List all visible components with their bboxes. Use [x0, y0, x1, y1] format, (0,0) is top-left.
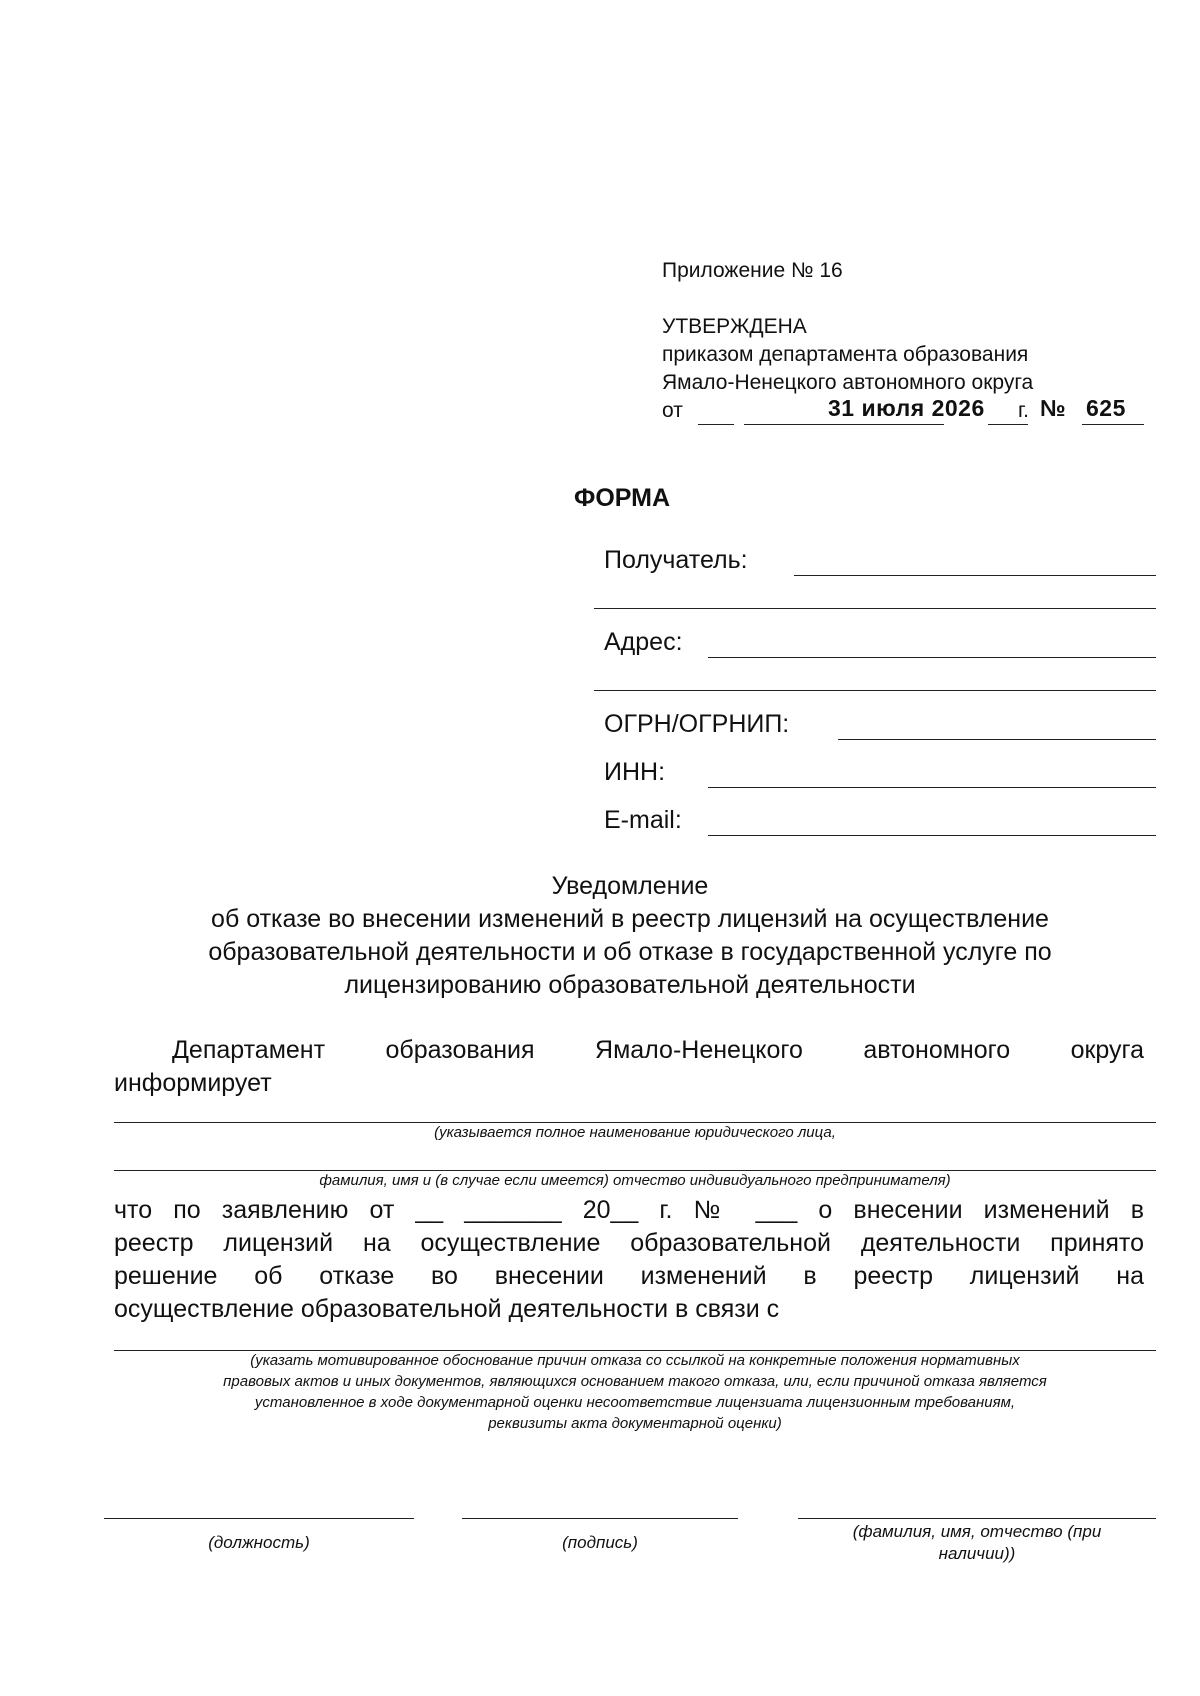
reason-line: [114, 1350, 1156, 1351]
notice-subtitle-1: об отказе во внесении изменений в реестр лицензий на осуществление: [211, 905, 1049, 933]
reason-note-2: правовых актов и иных документов, являющихся основанием такого отказа, или, если причиной отказа является: [223, 1373, 1047, 1390]
ogrn-label: ОГРН/ОГРНИП:: [604, 710, 790, 738]
name-note-2: фамилия, имя и (в случае если имеется) отчество индивидуального предпринимателя): [319, 1172, 951, 1189]
email-label: E-mail:: [604, 806, 682, 834]
word-education: образования: [385, 1036, 535, 1064]
number-line: [1082, 424, 1144, 425]
paragraph-2-line-3: решение об отказе во внесении изменений в реестр лицензий на: [114, 1262, 1144, 1290]
paragraph-2-line-4: осуществление образовательной деятельности в связи с: [114, 1295, 780, 1323]
date-year-line: [988, 424, 1028, 425]
position-caption: (должность): [208, 1533, 310, 1552]
form-label: ФОРМА: [574, 484, 671, 512]
notice-subtitle-3: лицензированию образовательной деятельности: [344, 971, 916, 999]
date-month-line: [744, 424, 944, 425]
address-label: Адрес:: [604, 628, 683, 656]
address-line: [708, 657, 1156, 658]
inn-label: ИНН:: [604, 758, 666, 786]
ogrn-line: [838, 739, 1156, 740]
date-day-line: [698, 424, 734, 425]
fullname-caption-2: наличии)): [938, 1544, 1016, 1563]
signature-line: [462, 1518, 738, 1519]
word-yamal: Ямало-Ненецкого: [595, 1036, 803, 1064]
paragraph-2-line-2: реестр лицензий на осуществление образовательной деятельности принято: [114, 1229, 1144, 1257]
date-filled: 31 июля 2026: [828, 395, 985, 421]
recipient-line-2: [594, 608, 1156, 609]
fullname-line: [798, 1518, 1156, 1519]
name-line: [114, 1122, 1156, 1123]
reason-note-3: установленное в ходе документарной оценки несоответствие лицензиата лицензионным требованиям,: [254, 1394, 1016, 1411]
number-sign: №: [1040, 395, 1067, 421]
fullname-caption-1: (фамилия, имя, отчество (при: [852, 1522, 1102, 1541]
word-okrug: округа: [1070, 1036, 1144, 1064]
position-line: [104, 1518, 414, 1519]
appendix-number: Приложение № 16: [662, 259, 843, 282]
notice-subtitle-2: образовательной деятельности и об отказе в государственной услуге по: [208, 938, 1052, 966]
paragraph-2-line-1: что по заявлению от __ _______ 20__ г. № ___ о внесении изменений в: [114, 1196, 1144, 1224]
paragraph-1-line-1: [172, 1036, 1144, 1065]
reason-note-1: (указать мотивированное обоснование причин отказа со ссылкой на конкретные положения нормативных: [250, 1352, 1020, 1369]
name-note-1: (указывается полное наименование юридического лица,: [434, 1124, 836, 1141]
address-line-2: [594, 690, 1156, 691]
recipient-label: Получатель:: [604, 546, 748, 574]
approved-label: УТВЕРЖДЕНА: [662, 315, 807, 338]
approved-by-order: приказом департамента образования: [662, 343, 1029, 366]
reason-note-4: реквизиты акта документарной оценки): [488, 1415, 782, 1432]
recipient-line: [794, 575, 1156, 576]
notice-title: Уведомление: [551, 872, 709, 900]
email-line: [708, 835, 1156, 836]
word-department: Департамент: [172, 1036, 326, 1064]
signature-caption: (подпись): [562, 1533, 638, 1552]
date-prefix: от: [662, 399, 683, 422]
word-autonomous: автономного: [863, 1036, 1011, 1064]
year-suffix: г.: [1018, 399, 1029, 422]
number-filled: 625: [1086, 395, 1126, 421]
paragraph-1-line-2: информирует: [114, 1069, 272, 1097]
inn-line: [708, 787, 1156, 788]
name-line-2: [114, 1170, 1156, 1171]
approved-region: Ямало-Ненецкого автономного округа: [662, 371, 1034, 394]
